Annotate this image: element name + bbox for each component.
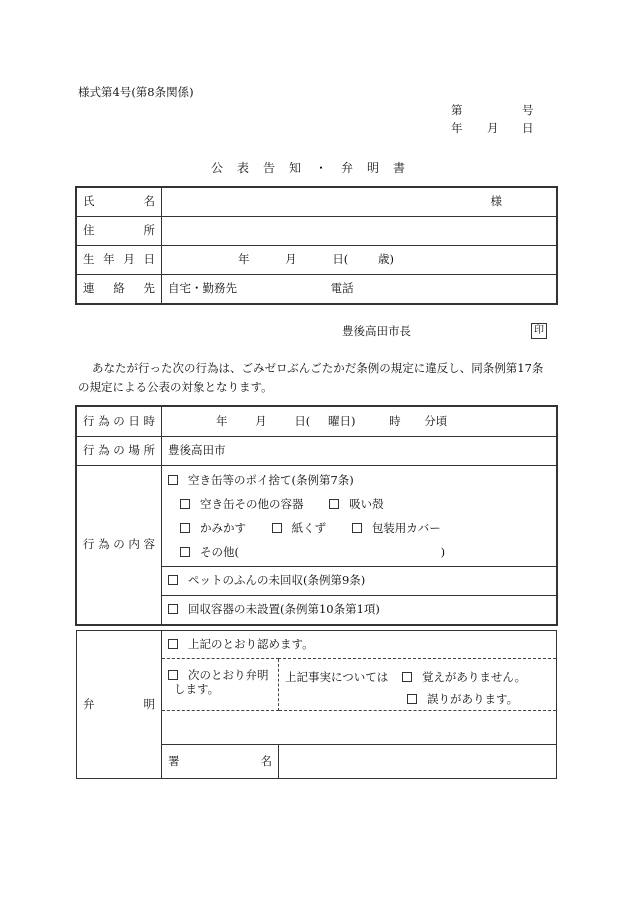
checkbox-icon[interactable] [180, 547, 190, 557]
litter-cell [162, 466, 557, 567]
place-label-cell [77, 437, 162, 466]
date-year: 年 [451, 121, 463, 135]
name-cell[interactable] [162, 188, 557, 217]
content-label-cell [77, 466, 162, 625]
contact-cell[interactable] [162, 275, 557, 304]
no-memory-option[interactable]: 覚えがありません。 [402, 670, 526, 684]
explain-option[interactable] [168, 669, 272, 683]
place-label: 行 為 の 場 所 [83, 443, 155, 458]
birth-label-cell [77, 246, 162, 275]
litter-sub-row-3 [180, 540, 550, 564]
address-label-cell [77, 217, 162, 246]
litter-option[interactable]: 空き缶等のポイ捨て(条例第7条) [168, 468, 550, 492]
birth-cell[interactable] [162, 246, 557, 275]
sub-paper-option[interactable]: 紙くず [272, 521, 327, 535]
checkbox-icon[interactable] [168, 575, 178, 585]
pet-cell [162, 567, 557, 596]
checkbox-icon[interactable] [180, 499, 190, 509]
person-table [76, 187, 557, 304]
sub-cans-option[interactable]: 空き缶その他の容器 [180, 497, 304, 511]
datetime-label: 行 為 の 日 時 [83, 413, 155, 428]
litter-sub-row-2 [180, 516, 550, 540]
content-label: 行 為 の 内 容 [83, 537, 155, 552]
seal-mark: 印 [531, 323, 547, 339]
explain-line-1: 次のとおり弁明 [188, 668, 269, 682]
checkbox-icon[interactable] [272, 523, 282, 533]
checkbox-icon[interactable] [402, 672, 412, 682]
dt-hour: 時 [389, 413, 401, 428]
explain-line-2: します。 [174, 681, 220, 696]
container-cell [162, 596, 557, 625]
dt-weekday: 曜日) [327, 413, 356, 428]
date-month: 月 [487, 121, 499, 135]
explanation-label-cell [77, 631, 162, 779]
sub-wrapper-option[interactable]: 包装用カバー [352, 521, 441, 535]
facts-row-1 [285, 666, 550, 688]
datetime-label-cell [77, 407, 162, 437]
error-option[interactable]: 誤りがあります。 [407, 688, 550, 710]
contact-label: 連 絡 先 [83, 281, 155, 296]
explanation-label: 弁 明 [83, 696, 155, 711]
page-title: 公表告知・弁明書 [210, 161, 419, 175]
admit-option[interactable]: 上記のとおり認めます。 [168, 637, 314, 651]
litter-sub-row-1 [180, 492, 550, 516]
checkbox-icon[interactable] [168, 670, 178, 680]
birth-label: 生 年 月 日 [83, 252, 155, 267]
name-label-cell [77, 188, 162, 217]
pet-option[interactable]: ペットのふんの未回収(条例第9条) [168, 573, 365, 587]
checkbox-icon[interactable] [168, 639, 178, 649]
mayor-title: 豊後高田市長 [342, 324, 411, 338]
sub-other-option[interactable]: その他( [180, 545, 239, 559]
sub-cigarette-option[interactable]: 吸い殻 [329, 497, 384, 511]
checkbox-icon[interactable] [168, 475, 178, 485]
notice-line-1: あなたが行った次の行為は、ごみゼロぶんごたかだ条例の規定に違反し、同条例第17条 [92, 361, 544, 375]
explain-option-cell [162, 659, 279, 711]
sub-gum-option[interactable]: かみかす [180, 521, 246, 535]
checkbox-icon[interactable] [180, 523, 190, 533]
checkbox-icon[interactable] [407, 694, 417, 704]
checkbox-icon[interactable] [352, 523, 362, 533]
admit-cell [162, 631, 557, 659]
birth-year: 年 [238, 252, 250, 267]
dt-month: 月 [255, 413, 267, 428]
contact-place: 自宅・勤務先 [168, 281, 237, 296]
doc-number-prefix: 第 [451, 103, 463, 117]
contact-label-cell [77, 275, 162, 304]
birth-month: 月 [285, 252, 297, 267]
name-suffix: 様 [490, 194, 502, 209]
facts-label: 上記事実については [285, 670, 389, 684]
dt-minute: 分頃 [424, 413, 448, 428]
form-number: 様式第4号(第8条関係) [78, 85, 194, 99]
explanation-text-area[interactable] [162, 711, 557, 745]
signature-label: 署 名 [168, 753, 272, 768]
dt-year: 年 [216, 413, 228, 428]
container-option[interactable]: 回収容器の未設置(条例第10条第1項) [168, 602, 380, 616]
place-value: 豊後高田市 [168, 443, 226, 458]
address-label: 住 所 [83, 223, 155, 238]
sub-other-close: ) [440, 545, 446, 559]
act-table [76, 406, 557, 625]
notice-line-2: の規定による公表の対象となります。 [78, 380, 273, 394]
name-label: 氏 名 [83, 194, 155, 209]
contact-phone: 電話 [330, 281, 354, 296]
checkbox-icon[interactable] [168, 604, 178, 614]
dt-day: 日( [294, 413, 311, 428]
address-cell[interactable] [162, 217, 557, 246]
doc-number-suffix: 号 [522, 103, 534, 117]
birth-age: 歳) [377, 252, 394, 267]
signature-cell[interactable] [279, 745, 557, 779]
place-cell[interactable] [162, 437, 557, 466]
birth-day: 日( [332, 252, 349, 267]
datetime-cell[interactable] [162, 407, 557, 437]
date-day: 日 [522, 121, 534, 135]
checkbox-icon[interactable] [329, 499, 339, 509]
signature-label-cell [162, 745, 279, 779]
facts-cell [279, 659, 557, 711]
explanation-table [76, 630, 557, 779]
